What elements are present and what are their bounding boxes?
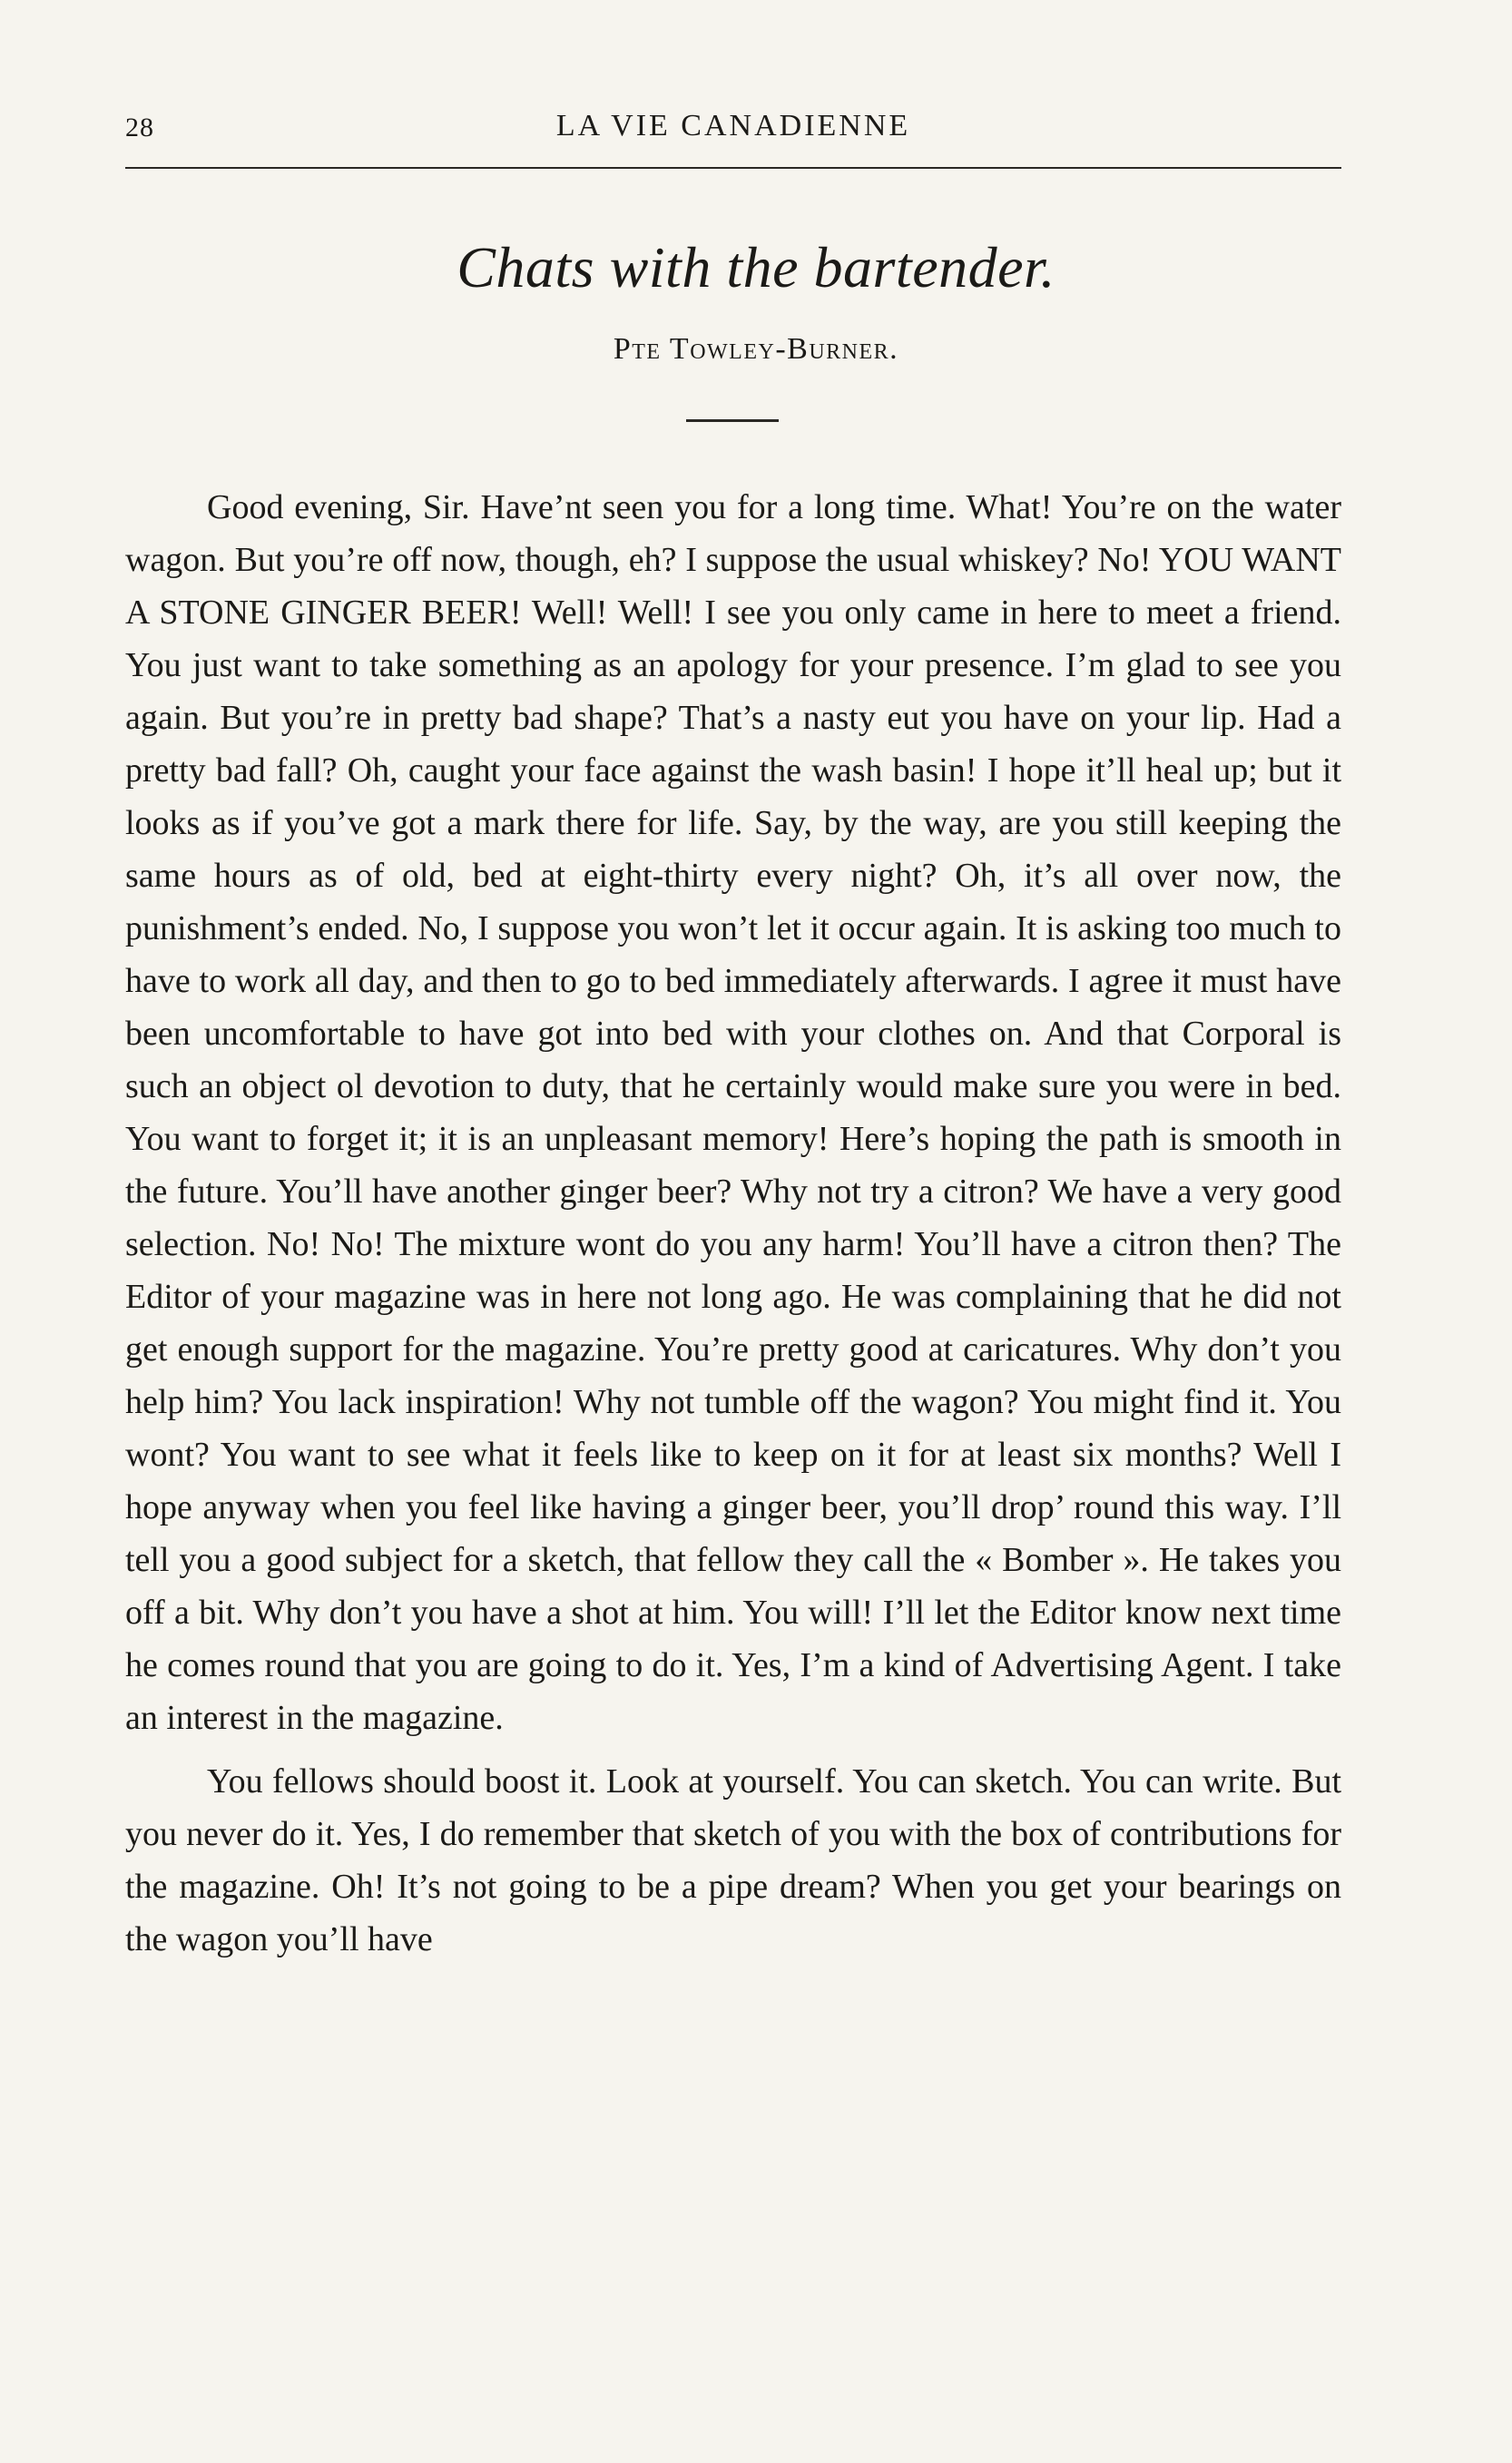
article-title: Chats with the bartender. bbox=[457, 235, 1055, 299]
paragraph-1: Good evening, Sir. Have’nt seen you for a long time. What! You’re on the water wagon. But you’re off now, though, eh? I suppose the usual whiskey? No! YOU WANT A STONE GINGER BEER! Well! Well! I see you only came in here to meet a friend. You just want to take something as an apology for your presence. I’m glad to see you again. But you’re in pretty bad shape? That’s a nasty eut you have on your lip. Had a pretty bad fall? Oh, caught your face against the wash basin! I hope it’ll heal up; but it looks as if you’ve got a mark there for life. Say, by the way, are you still keeping the same hours as of old, bed at eight-thirty every night? Oh, it’s all over now, the punishment’s ended. No, I suppose you won’t let it occur again. It is asking too much to have to work all day, and then to go to bed immediately afterwards. I agree it must have been uncomfortable to have got into bed with your clothes on. And that Corporal is such an object ol devotion to duty, that he certainly would make sure you were in bed. You want to forget it; it is an unpleasant memory! Here’s hoping the path is smooth in the future. You’ll have another ginger beer? Why not try a citron? We have a very good selection. No! No! The mixture wont do you any harm! You’ll have a citron then? The Editor of your magazine was in here not long ago. He was complaining that he did not get enough support for the magazine. You’re pretty good at caricatures. Why don’t you help him? You lack inspiration! Why not tumble off the wagon? You might find it. You wont? You want to see what it feels like to keep on it for at least six months? Well I hope anyway when you feel like having a ginger beer, you’ll drop’ round this way. I’ll tell you a good subject for a sketch, that fellow they call the « Bomber ». He takes you off a bit. Why don’t you have a shot at him. You will! I’ll let the Editor know next time he comes round that you are going to do it. Yes, I’m a kind of Advertising Agent. I take an interest in the magazine. bbox=[125, 488, 1341, 1737]
header-rule bbox=[125, 167, 1341, 169]
article-body bbox=[125, 481, 1341, 1977]
byline: Pte Towley-Burner. bbox=[613, 332, 899, 366]
paragraph-2: You fellows should boost it. Look at yourself. You can sketch. You can write. But you never do it. Yes, I do remember that sketch of you with the box of contributions for the magazine. Oh! It’s not going to be a pipe dream? When you get your bearings on the wagon you’ll have bbox=[125, 1762, 1341, 1958]
byline-rule bbox=[686, 419, 779, 422]
journal-title: LA VIE CANADIENNE bbox=[555, 109, 911, 142]
page-number: 28 bbox=[125, 113, 154, 142]
running-head bbox=[125, 109, 1341, 154]
